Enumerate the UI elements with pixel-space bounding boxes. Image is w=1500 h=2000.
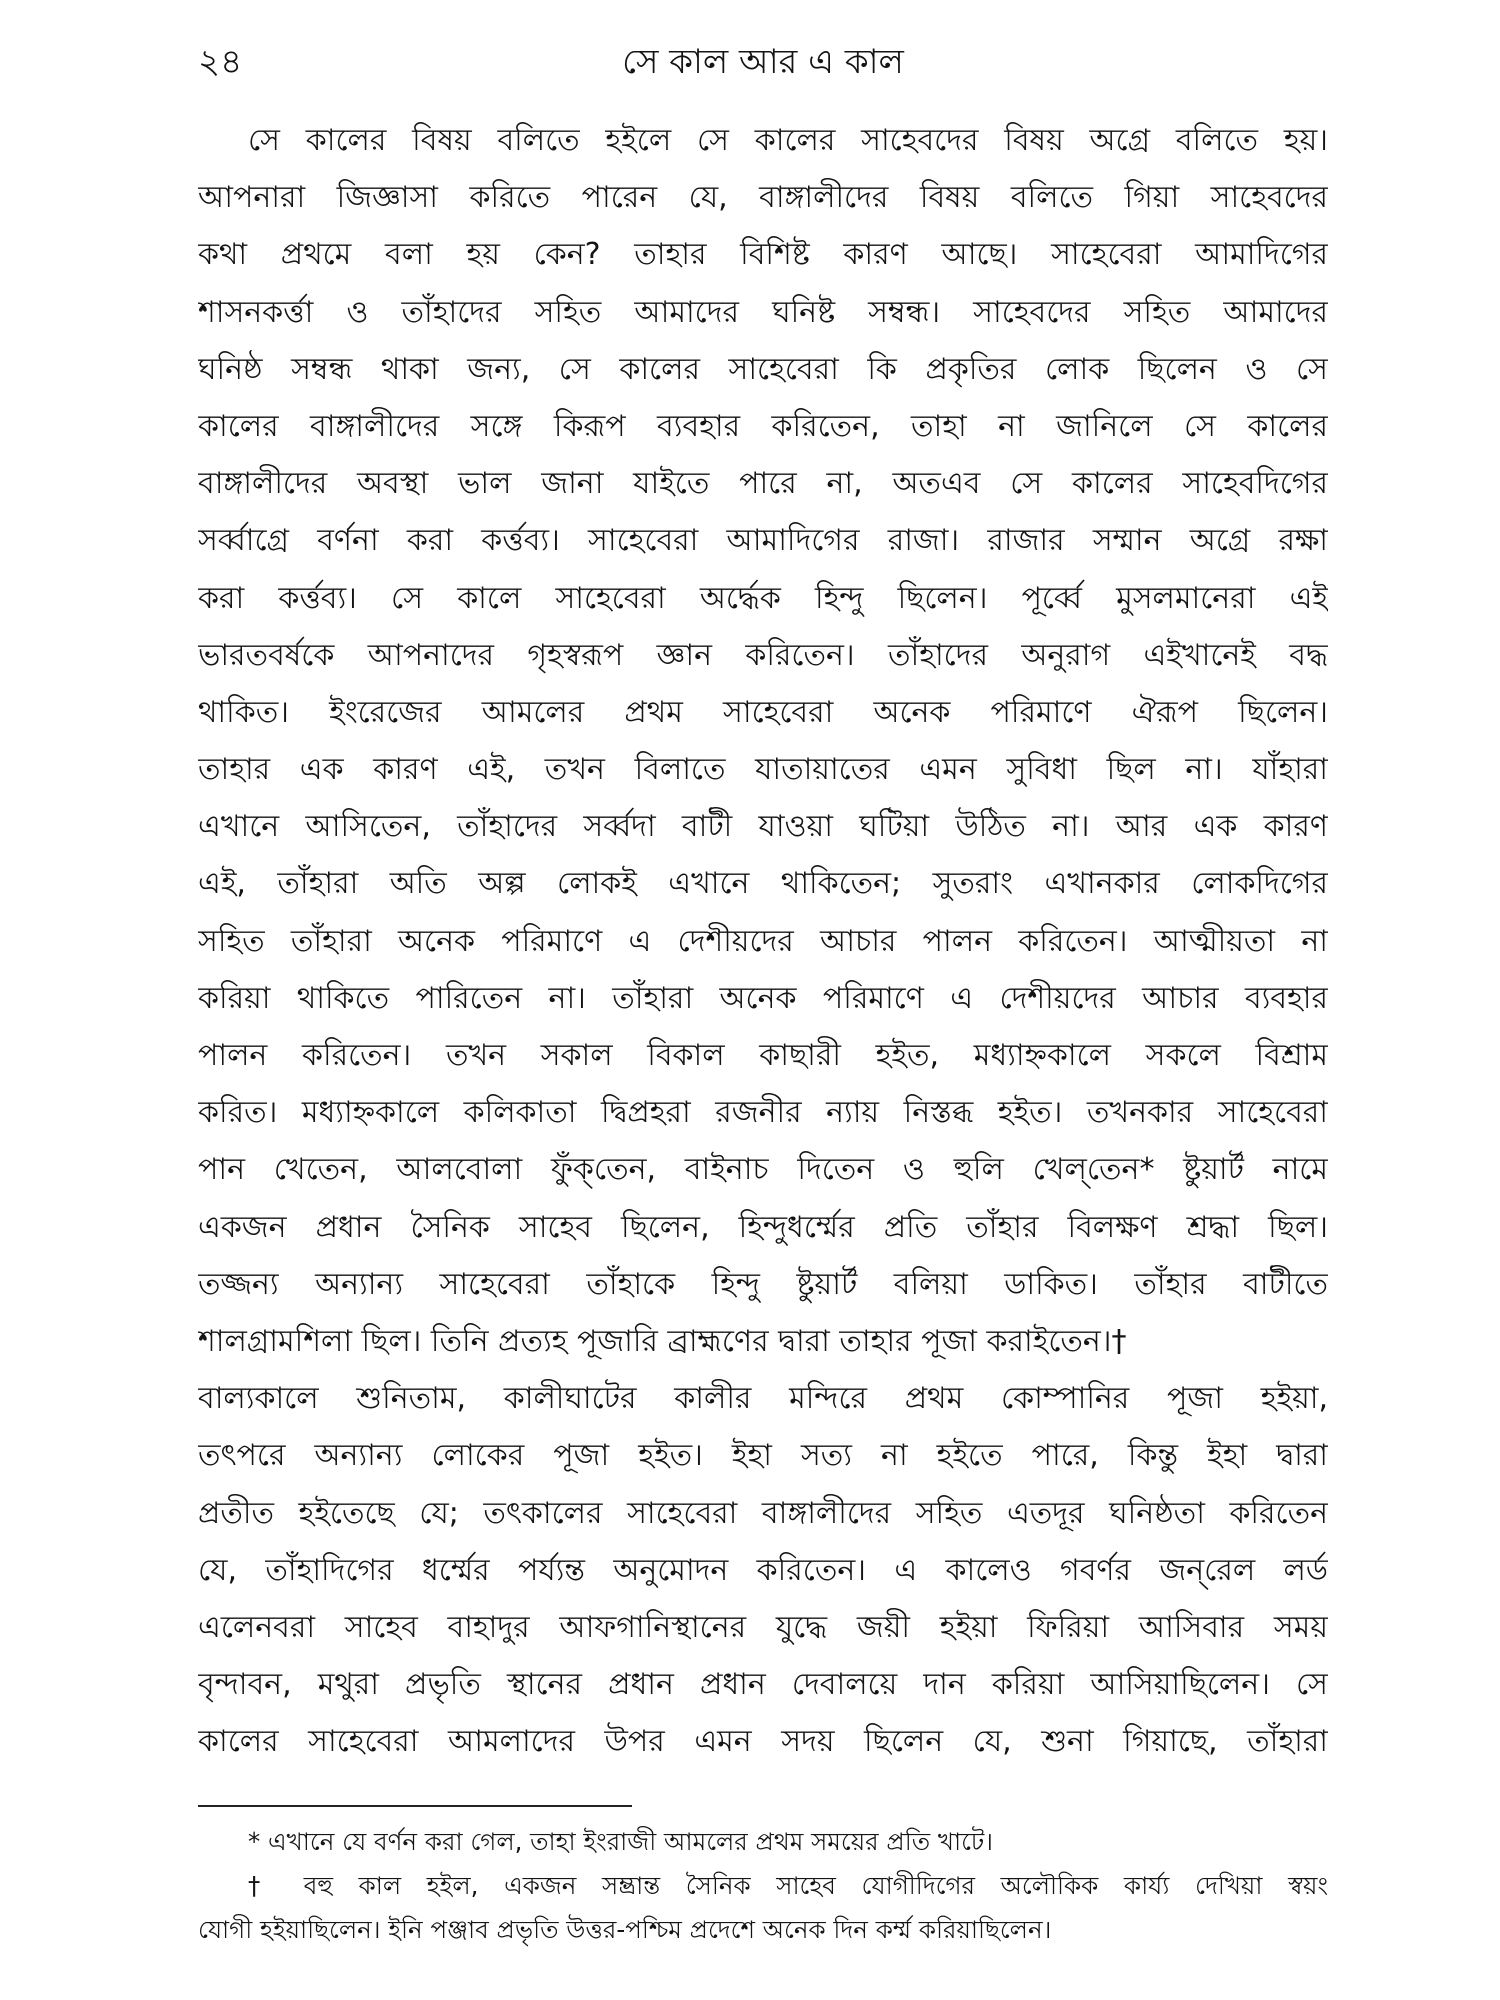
body-line: এই, তাঁহারা অতি অল্প লোকই এখানে থাকিতেন; সুতরাং এখানকার লোকদিগের: [198, 866, 1328, 902]
body-line: কালের সাহেবেরা আমলাদের উপর এমন সদয় ছিলেন যে, শুনা গিয়াছে, তাঁহারা: [198, 1724, 1328, 1760]
body-text: [198, 112, 1328, 1770]
body-line: আপনারা জিজ্ঞাসা করিতে পারেন যে, বাঙ্গালীদের বিষয় বলিতে গিয়া সাহেবদের: [198, 180, 1328, 216]
body-line: সর্ব্বাগ্রে বর্ণনা করা কর্ত্তব্য। সাহেবেরা আমাদিগের রাজা। রাজার সম্মান অগ্রে রক্ষা: [198, 523, 1328, 559]
footnote-line: † বহু কাল হইল, একজন সম্ভ্রান্ত সৈনিক সাহেব যোগীদিগের অলৌকিক কার্য্য দেখিয়া স্বয়ং: [248, 1871, 1328, 1900]
body-line: পান খেতেন, আলবোলা ফুঁক্‌তেন, বাইনাচ দিতেন ও হুলি খেল্‌তেন* ষ্টুয়ার্ট নামে: [198, 1152, 1328, 1188]
body-line: সে কালের বিষয় বলিতে হইলে সে কালের সাহেবদের বিষয় অগ্রে বলিতে হয়।: [248, 123, 1328, 158]
footnote-line: যোগী হইয়াছিলেন। ইনি পঞ্জাব প্রভৃতি উত্তর-পশ্চিম প্রদেশে অনেক দিন কর্ম্ম করিয়াছিলেন।: [198, 1915, 1052, 1944]
body-line: এলেনবরা সাহেব বাহাদুর আফগানিস্থানের যুদ্ধে জয়ী হইয়া ফিরিয়া আসিবার সময়: [198, 1609, 1328, 1645]
footnote-divider: [198, 1805, 632, 1807]
body-line: তাহার এক কারণ এই, তখন বিলাতে যাতায়াতের এমন সুবিধা ছিল না। যাঁহারা: [198, 752, 1328, 788]
body-line: করা কর্ত্তব্য। সে কালে সাহেবেরা অর্দ্ধেক হিন্দু ছিলেন। পূর্ব্বে মুসলমানেরা এই: [198, 580, 1328, 616]
footnote-line: * এখানে যে বর্ণন করা গেল, তাহা ইংরাজী আমলের প্রথম সময়ের প্রতি খাটে।: [248, 1827, 994, 1856]
body-line: বাল্যকালে শুনিতাম, কালীঘাটের কালীর মন্দিরে প্রথম কোম্পানির পূজা হইয়া,: [198, 1381, 1328, 1417]
body-line: করিয়া থাকিতে পারিতেন না। তাঁহারা অনেক পরিমাণে এ দেশীয়দের আচার ব্যবহার: [198, 980, 1328, 1016]
body-line: থাকিত। ইংরেজের আমলের প্রথম সাহেবেরা অনেক পরিমাণে ঐরূপ ছিলেন।: [198, 694, 1328, 730]
page-number: ২৪: [198, 42, 243, 82]
body-line: তৎপরে অন্যান্য লোকের পূজা হইত। ইহা সত্য না হইতে পারে, কিন্তু ইহা দ্বারা: [198, 1438, 1328, 1474]
body-line: শালগ্রামশিলা ছিল। তিনি প্রত্যহ পূজারি ব্রাহ্মণের দ্বারা তাহার পূজা করাইতেন।†: [198, 1323, 1127, 1359]
body-line: শাসনকর্ত্তা ও তাঁহাদের সহিত আমাদের ঘনিষ্ট সম্বন্ধ। সাহেবদের সহিত আমাদের: [198, 294, 1328, 330]
body-line: বাঙ্গালীদের অবস্থা ভাল জানা যাইতে পারে না, অতএব সে কালের সাহেবদিগের: [198, 466, 1328, 502]
body-line: বৃন্দাবন, মথুরা প্রভৃতি স্থানের প্রধান প্রধান দেবালয়ে দান করিয়া আসিয়াছিলেন। সে: [198, 1667, 1328, 1703]
body-line: ঘনিষ্ঠ সম্বন্ধ থাকা জন্য, সে কালের সাহেবেরা কি প্রকৃতির লোক ছিলেন ও সে: [198, 351, 1328, 387]
body-line: কথা প্রথমে বলা হয় কেন? তাহার বিশিষ্ট কারণ আছে। সাহেবেরা আমাদিগের: [198, 237, 1328, 273]
body-line: তজ্জন্য অন্যান্য সাহেবেরা তাঁহাকে হিন্দু ষ্টুয়ার্ট বলিয়া ডাকিত। তাঁহার বাটীতে: [198, 1266, 1328, 1302]
body-line: পালন করিতেন। তখন সকাল বিকাল কাছারী হইত, মধ্যাহ্নকালে সকলে বিশ্রাম: [198, 1038, 1328, 1073]
body-line: যে, তাঁহাদিগের ধর্ম্মের পর্য্যন্ত অনুমোদন করিতেন। এ কালেও গবর্ণর জন্‌রেল লর্ড: [198, 1552, 1328, 1588]
body-line: ভারতবর্ষকে আপনাদের গৃহস্বরূপ জ্ঞান করিতেন। তাঁহাদের অনুরাগ এইখানেই বদ্ধ: [198, 637, 1328, 673]
body-line: প্রতীত হইতেছে যে; তৎকালের সাহেবেরা বাঙ্গালীদের সহিত এতদূর ঘনিষ্ঠতা করিতেন: [198, 1495, 1328, 1531]
body-line: সহিত তাঁহারা অনেক পরিমাণে এ দেশীয়দের আচার পালন করিতেন। আত্মীয়তা না: [198, 923, 1328, 959]
running-title: সে কাল আর এ কাল: [622, 42, 904, 82]
body-line: করিত। মধ্যাহ্নকালে কলিকাতা দ্বিপ্রহরা রজনীর ন্যায় নিস্তব্ধ হইত। তখনকার সাহেবেরা: [198, 1095, 1328, 1131]
page-header: [198, 36, 1328, 88]
body-line: এখানে আসিতেন, তাঁহাদের সর্ব্বদা বাটী যাওয়া ঘটিয়া উঠিত না। আর এক কারণ: [198, 809, 1328, 845]
body-line: একজন প্রধান সৈনিক সাহেব ছিলেন, হিন্দুধর্ম্মের প্রতি তাঁহার বিলক্ষণ শ্রদ্ধা ছিল।: [198, 1209, 1328, 1245]
body-line: কালের বাঙ্গালীদের সঙ্গে কিরূপ ব্যবহার করিতেন, তাহা না জানিলে সে কালের: [198, 408, 1328, 444]
footnotes: [198, 1820, 1328, 1952]
